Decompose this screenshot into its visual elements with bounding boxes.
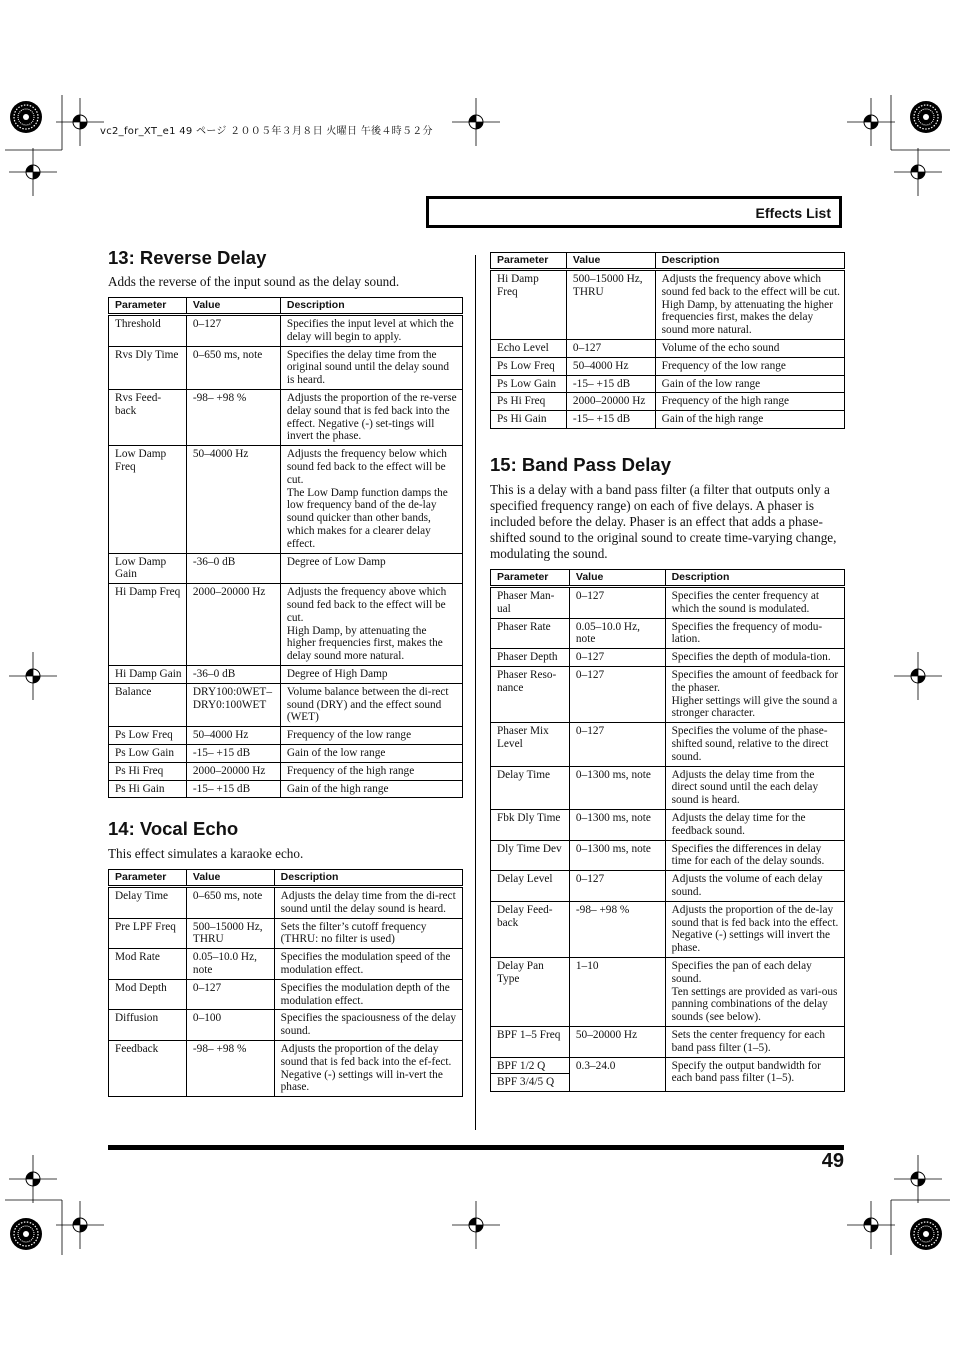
header-parameter: Parameter <box>109 870 187 887</box>
description-cell: Sets the filter’s cutoff frequency (THRU: no filter is used) <box>274 918 462 949</box>
description-cell: Frequency of the high range <box>280 762 462 780</box>
description-cell: Gain of the high range <box>655 411 844 429</box>
param-cell: Delay Level <box>491 871 570 902</box>
value-cell: -98– +98 % <box>569 901 665 957</box>
description-cell: Specifies the amount of feedback for the phaser. Higher settings will give the sound a stronger character. <box>665 666 844 722</box>
value-cell: 0–127 <box>186 315 280 347</box>
description-cell: Adjusts the delay time from the direct sound until the each delay sound is heard. <box>665 766 844 809</box>
table-row <box>491 411 845 429</box>
description-cell: Volume of the echo sound <box>655 339 844 357</box>
running-head-box <box>426 196 842 228</box>
description-cell: Frequency of the low range <box>655 357 844 375</box>
header-description: Description <box>280 298 462 315</box>
table-row <box>491 270 845 340</box>
header-value: Value <box>566 253 655 270</box>
param-cell: Feedback <box>109 1040 187 1096</box>
value-cell: -15– +15 dB <box>186 780 280 798</box>
param-cell: Phaser Mix Level <box>491 723 570 766</box>
section-intro-reverse-delay: Adds the reverse of the input sound as the delay sound. <box>108 274 400 289</box>
table-row <box>109 918 463 949</box>
description-cell: Adjusts the proportion of the delay sound that is fed back into the ef-fect. Negative (-) settings will in-vert the phase. <box>274 1040 462 1096</box>
header-description: Description <box>665 570 844 587</box>
header-value: Value <box>186 298 280 315</box>
value-cell: DRY100:0WET–DRY0:100WET <box>186 683 280 726</box>
param-cell: Rvs Dly Time <box>109 346 187 389</box>
value-cell: -36–0 dB <box>186 665 280 683</box>
table-row <box>491 901 845 957</box>
param-cell: Delay Pan Type <box>491 957 570 1026</box>
value-cell: 50–4000 Hz <box>566 357 655 375</box>
description-cell: Volume balance between the di-rect sound (DRY) and the effect sound (WET) <box>280 683 462 726</box>
value-cell: 2000–20000 Hz <box>186 584 280 666</box>
param-cell: Low Damp Gain <box>109 553 187 584</box>
param-cell: Hi Damp Freq <box>109 584 187 666</box>
table-row <box>109 553 463 584</box>
value-cell: 0–127 <box>569 871 665 902</box>
value-cell: 2000–20000 Hz <box>186 762 280 780</box>
description-cell: Gain of the high range <box>280 780 462 798</box>
table-row <box>491 666 845 722</box>
header-description: Description <box>274 870 462 887</box>
table-row <box>109 727 463 745</box>
param-cell: BPF 1–5 Freq <box>491 1026 570 1057</box>
description-cell: Frequency of the low range <box>280 727 462 745</box>
value-cell: 0.3–24.0 <box>569 1057 665 1092</box>
param-cell: Low Damp Freq <box>109 446 187 553</box>
table-row <box>491 766 845 809</box>
description-cell: Specifies the volume of the phase-shifted sound, relative to the direct sound. <box>665 723 844 766</box>
value-cell: 0–127 <box>569 587 665 619</box>
value-cell: -36–0 dB <box>186 553 280 584</box>
table-row <box>491 357 845 375</box>
param-cell: Rvs Feed-back <box>109 389 187 445</box>
param-cell: Ps Hi Gain <box>109 780 187 798</box>
table-row <box>491 1057 845 1074</box>
description-cell: Frequency of the high range <box>655 393 844 411</box>
description-cell: Specifies the delay time from the original sound until the delay sound is heard. <box>280 346 462 389</box>
description-cell: Adjusts the volume of each delay sound. <box>665 871 844 902</box>
table-row <box>491 840 845 871</box>
table-row <box>491 871 845 902</box>
running-head: Effects List <box>755 205 831 221</box>
description-cell: Adjusts the frequency above which sound fed back to the effect will be cut. High Damp, by attenuating the higher frequencies first, makes the delay sound more natural. <box>655 270 844 340</box>
value-cell: -98– +98 % <box>186 389 280 445</box>
section-title-band-pass-delay: 15: Band Pass Delay <box>490 454 671 475</box>
table-row <box>109 665 463 683</box>
param-cell: Hi Damp Gain <box>109 665 187 683</box>
section-title-reverse-delay: 13: Reverse Delay <box>108 247 267 268</box>
print-header: vc2_for_XT_e1 49 ページ ２００５年３月８日 火曜日 午後４時５２分 <box>100 126 433 137</box>
table-row <box>109 446 463 553</box>
section-title-vocal-echo: 14: Vocal Echo <box>108 818 239 839</box>
table-row <box>109 762 463 780</box>
param-cell: Balance <box>109 683 187 726</box>
param-cell: Ps Low Freq <box>491 357 567 375</box>
description-cell: Adjusts the proportion of the re-verse delay sound that is fed back into the effect. Negative (-) set-tings will invert the phase. <box>280 389 462 445</box>
value-cell: 0.05–10.0 Hz, note <box>186 949 274 980</box>
param-cell: Ps Low Gain <box>109 744 187 762</box>
table-row <box>109 1040 463 1096</box>
table-row <box>109 683 463 726</box>
table-row <box>109 887 463 919</box>
table-row <box>491 957 845 1026</box>
header-parameter: Parameter <box>491 253 567 270</box>
param-cell: Pre LPF Freq <box>109 918 187 949</box>
value-cell: 50–4000 Hz <box>186 446 280 553</box>
value-cell: 0–650 ms, note <box>186 346 280 389</box>
description-cell: Adjusts the delay time from the di-rect sound until the delay sound is heard. <box>274 887 462 919</box>
description-cell: Specifies the pan of each delay sound. Ten settings are provided as vari-ous panning combinations of the delay sounds (see below). <box>665 957 844 1026</box>
value-cell: 0–127 <box>566 339 655 357</box>
param-cell: Diffusion <box>109 1010 187 1041</box>
table-row <box>491 723 845 766</box>
value-cell: 500–15000 Hz, THRU <box>566 270 655 340</box>
param-cell: Ps Hi Freq <box>109 762 187 780</box>
value-cell: 0–1300 ms, note <box>569 840 665 871</box>
description-cell: Specifies the center frequency at which the sound is modulated. <box>665 587 844 619</box>
description-cell: Specifies the modulation speed of the modulation effect. <box>274 949 462 980</box>
value-cell: 1–10 <box>569 957 665 1026</box>
vocal-echo-table <box>108 869 463 1097</box>
table-row <box>109 780 463 798</box>
reverse-delay-table <box>108 297 463 798</box>
description-cell: Specifies the spaciousness of the delay sound. <box>274 1010 462 1041</box>
description-cell: Adjusts the frequency below which sound fed back to the effect will be cut. The Low Damp function damps the low frequency band of the de-lay sound quicker than other bands, which makes for a clearer delay effect. <box>280 446 462 553</box>
param-cell: Phaser Reso-nance <box>491 666 570 722</box>
value-cell: -98– +98 % <box>186 1040 274 1096</box>
param-cell: Mod Rate <box>109 949 187 980</box>
value-cell: 50–4000 Hz <box>186 727 280 745</box>
table-row <box>491 649 845 667</box>
value-cell: 0–127 <box>569 649 665 667</box>
band-pass-delay-table <box>490 569 845 1092</box>
value-cell: -15– +15 dB <box>566 411 655 429</box>
description-cell: Specifies the frequency of modu-lation. <box>665 618 844 649</box>
value-cell: 0–127 <box>569 666 665 722</box>
description-cell: Specifies the input level at which the delay will begin to apply. <box>280 315 462 347</box>
header-value: Value <box>569 570 665 587</box>
description-cell: Degree of Low Damp <box>280 553 462 584</box>
description-cell: Specifies the depth of modula-tion. <box>665 649 844 667</box>
description-cell: Adjusts the frequency above which sound fed back to the effect will be cut. High Damp, by attenuating the higher frequencies first, makes the delay sound more natural. <box>280 584 462 666</box>
value-cell: 50–20000 Hz <box>569 1026 665 1057</box>
header-value: Value <box>186 870 274 887</box>
table-row <box>491 1026 845 1057</box>
value-cell: 2000–20000 Hz <box>566 393 655 411</box>
value-cell: 500–15000 Hz, THRU <box>186 918 274 949</box>
value-cell: 0–650 ms, note <box>186 887 274 919</box>
param-cell: BPF 1/2 Q <box>491 1057 570 1074</box>
param-cell: Dly Time Dev <box>491 840 570 871</box>
value-cell: 0–1300 ms, note <box>569 809 665 840</box>
param-cell: Phaser Man-ual <box>491 587 570 619</box>
param-cell: Threshold <box>109 315 187 347</box>
value-cell: 0–127 <box>186 979 274 1010</box>
table-row <box>491 618 845 649</box>
table-row <box>109 979 463 1010</box>
table-row <box>109 744 463 762</box>
param-cell: Ps Hi Freq <box>491 393 567 411</box>
footer-rule <box>108 1145 844 1150</box>
header-parameter: Parameter <box>109 298 187 315</box>
description-cell: Adjusts the delay time for the feedback sound. <box>665 809 844 840</box>
param-cell: Ps Hi Gain <box>491 411 567 429</box>
value-cell: 0–1300 ms, note <box>569 766 665 809</box>
description-cell: Specifies the modulation depth of the modulation effect. <box>274 979 462 1010</box>
param-cell: Delay Time <box>109 887 187 919</box>
table-row <box>491 339 845 357</box>
table-row <box>491 393 845 411</box>
description-cell: Gain of the low range <box>280 744 462 762</box>
param-cell: Delay Feed-back <box>491 901 570 957</box>
description-cell: Sets the center frequency for each band pass filter (1–5). <box>665 1026 844 1057</box>
column-divider <box>475 255 476 1130</box>
value-cell: 0–127 <box>569 723 665 766</box>
description-cell: Degree of High Damp <box>280 665 462 683</box>
param-cell: Phaser Rate <box>491 618 570 649</box>
description-cell: Specify the output bandwidth for each band pass filter (1–5). <box>665 1057 844 1092</box>
table-row <box>109 315 463 347</box>
param-cell: Echo Level <box>491 339 567 357</box>
table-row <box>491 587 845 619</box>
value-cell: 0.05–10.0 Hz, note <box>569 618 665 649</box>
table-row <box>109 949 463 980</box>
param-cell: BPF 3/4/5 Q <box>491 1074 570 1092</box>
vocal-echo-continued-table <box>490 252 845 429</box>
table-row <box>109 346 463 389</box>
page-number: 49 <box>821 1150 844 1172</box>
param-cell: Delay Time <box>491 766 570 809</box>
table-row <box>109 584 463 666</box>
param-cell: Ps Low Gain <box>491 375 567 393</box>
section-intro-band-pass-delay: This is a delay with a band pass filter (a filter that outputs only a specified frequency range) on each of five delays. A phaser is included before the delay. Phaser is an effect that adds a phase-shifted sound to the original sound to create time-varying change, modulating the sound. <box>490 482 837 561</box>
description-cell: Adjusts the proportion of the de-lay sound that is fed back into the effect. Negative (-) settings will invert the phase. <box>665 901 844 957</box>
param-cell: Fbk Dly Time <box>491 809 570 840</box>
param-cell: Phaser Depth <box>491 649 570 667</box>
value-cell: 0–100 <box>186 1010 274 1041</box>
header-description: Description <box>655 253 844 270</box>
table-row <box>491 375 845 393</box>
section-intro-vocal-echo: This effect simulates a karaoke echo. <box>108 846 304 861</box>
description-cell: Specifies the differences in delay time for each of the delay sounds. <box>665 840 844 871</box>
value-cell: -15– +15 dB <box>566 375 655 393</box>
param-cell: Mod Depth <box>109 979 187 1010</box>
param-cell: Ps Low Freq <box>109 727 187 745</box>
param-cell: Hi Damp Freq <box>491 270 567 340</box>
description-cell: Gain of the low range <box>655 375 844 393</box>
table-row <box>109 1010 463 1041</box>
table-row <box>491 809 845 840</box>
header-parameter: Parameter <box>491 570 570 587</box>
table-row <box>109 389 463 445</box>
value-cell: -15– +15 dB <box>186 744 280 762</box>
